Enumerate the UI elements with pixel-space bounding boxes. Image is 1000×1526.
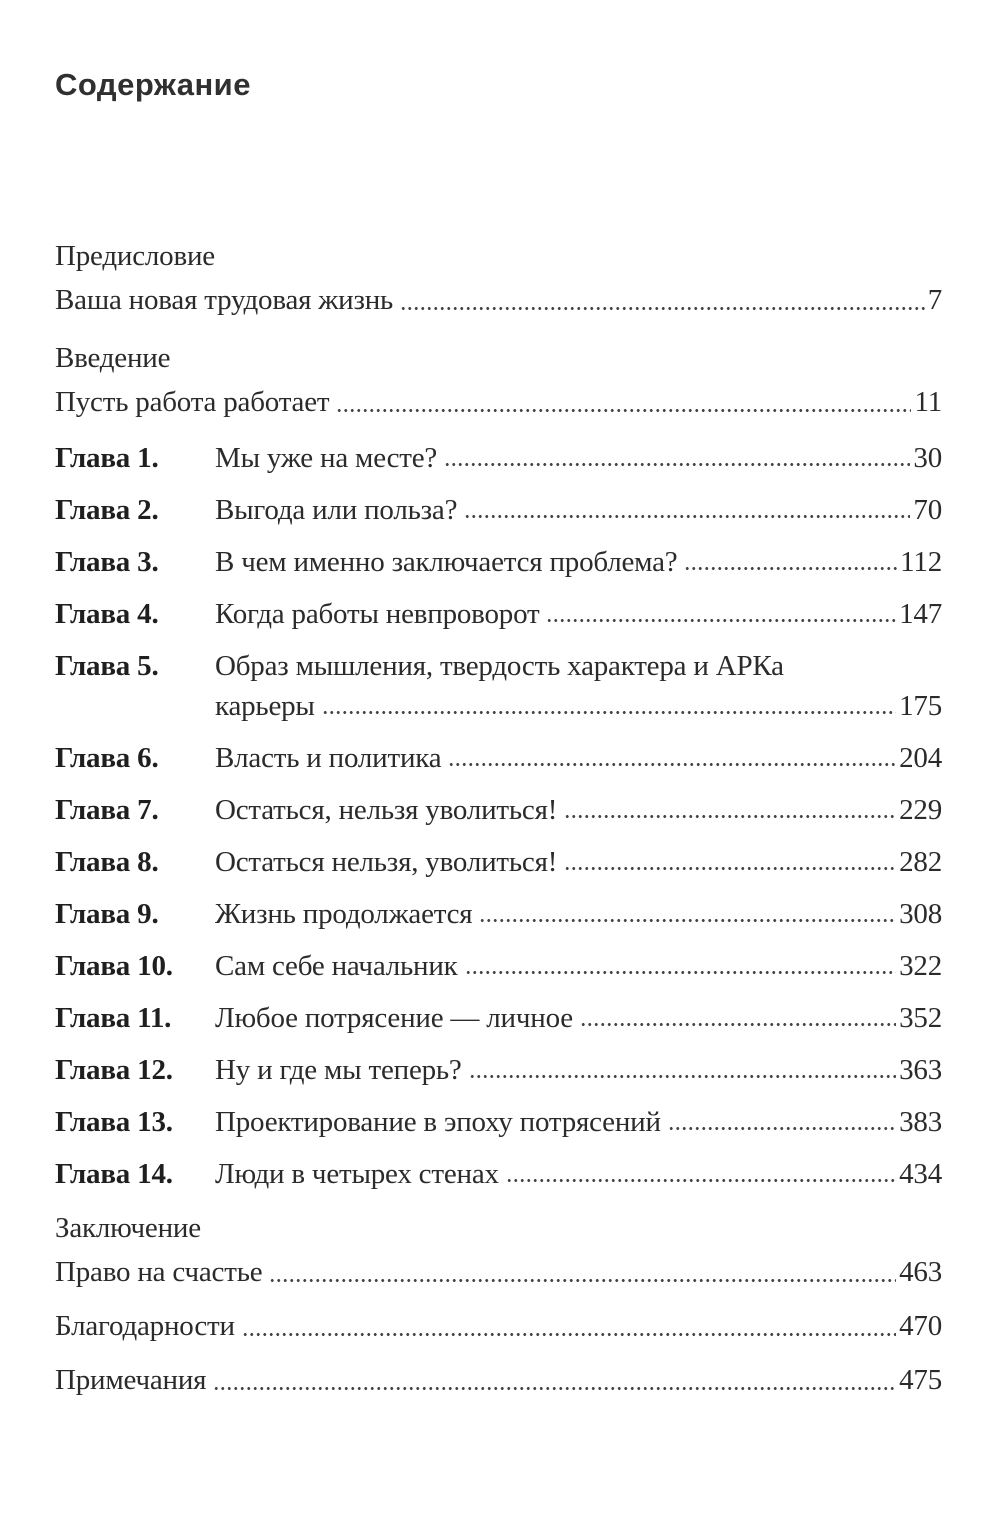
back-matter-section: [55, 1206, 942, 1402]
chapter-title: Остаться, нельзя уволиться!: [215, 794, 558, 826]
toc-entry-heading: Предисловие: [55, 240, 215, 272]
chapter-title-block: [215, 646, 942, 726]
toc-entry-title: Право на счастье: [55, 1256, 263, 1288]
chapter-title-line: [215, 594, 942, 634]
chapter-title-line: [215, 738, 942, 778]
chapter-title-block: [215, 738, 942, 778]
chapter-title: Когда работы невпроворот: [215, 598, 540, 630]
toc-entry-page-number: 470: [899, 1310, 942, 1342]
chapter-page-number: 70: [913, 494, 942, 526]
toc-entry-line: [55, 278, 942, 322]
toc-chapter-row: [55, 738, 942, 778]
toc-entry-line: [55, 380, 942, 424]
chapter-title-block: [215, 998, 942, 1038]
chapter-page-number: 434: [899, 1158, 942, 1190]
chapter-label: Глава 5.: [55, 650, 159, 682]
toc-entry: [55, 1206, 942, 1294]
chapter-page-number: 229: [899, 794, 942, 826]
dot-leader: [684, 564, 897, 573]
toc-entry-line: [55, 1304, 942, 1348]
chapter-page-number: 363: [899, 1054, 942, 1086]
toc-entry-page-number: 7: [927, 284, 942, 316]
toc-chapter-row: [55, 998, 942, 1038]
chapter-page-number: 147: [899, 598, 942, 630]
chapter-title-line1: Образ мышления, твердость характера и АРКа: [215, 650, 784, 682]
dot-leader: [400, 304, 925, 313]
toc-entry-heading: Заключение: [55, 1212, 201, 1244]
dot-leader: [564, 812, 896, 821]
dot-leader: [469, 1072, 896, 1081]
chapter-title-line: [215, 1154, 942, 1194]
page-title: Содержание: [55, 67, 251, 102]
toc-chapter-row: [55, 790, 942, 830]
chapter-page-number: 204: [899, 742, 942, 774]
toc-entry-line: [55, 1358, 942, 1402]
chapter-label: Глава 11.: [55, 1002, 172, 1034]
front-matter-section: [55, 234, 942, 424]
toc-chapter-row: [55, 594, 942, 634]
chapter-title: Ну и где мы теперь?: [215, 1054, 462, 1086]
chapter-title-block: [215, 594, 942, 634]
dot-leader: [464, 512, 910, 521]
toc-entry: [55, 234, 942, 322]
chapter-title: Люди в четырех стенах: [215, 1158, 499, 1190]
toc-chapter-row: [55, 1102, 942, 1142]
toc-chapter-row: [55, 946, 942, 986]
chapter-list-section: [55, 438, 942, 1194]
dot-leader: [269, 1276, 896, 1285]
chapter-page-number: 282: [899, 846, 942, 878]
toc-entry: [55, 1358, 942, 1402]
chapter-title-line: [215, 542, 942, 582]
chapter-title: Мы уже на месте?: [215, 442, 438, 474]
chapter-title-block: [215, 946, 942, 986]
toc-entry: [55, 1304, 942, 1348]
dot-leader: [213, 1384, 896, 1393]
chapter-title: Жизнь продолжается: [215, 898, 473, 930]
chapter-title: Любое потрясение — личное: [215, 1002, 573, 1034]
toc-chapter-row: [55, 490, 942, 530]
dot-leader: [242, 1330, 896, 1339]
chapter-title-block: [215, 438, 942, 478]
dot-leader: [580, 1020, 896, 1029]
chapter-title-line: [215, 490, 942, 530]
chapter-label: Глава 13.: [55, 1106, 173, 1138]
toc-entry-heading: Введение: [55, 342, 171, 374]
chapter-title-line: [215, 946, 942, 986]
chapter-label: Глава 8.: [55, 846, 159, 878]
chapter-title: Сам себе начальник: [215, 950, 458, 982]
dot-leader: [564, 864, 896, 873]
chapter-label: Глава 1.: [55, 442, 159, 474]
toc-chapter-row: [55, 1050, 942, 1090]
toc-chapter-row: [55, 542, 942, 582]
chapter-title-line: [215, 998, 942, 1038]
chapter-label: Глава 3.: [55, 546, 159, 578]
chapter-label: Глава 9.: [55, 898, 159, 930]
chapter-page-number: 322: [899, 950, 942, 982]
dot-leader: [336, 406, 911, 415]
dot-leader: [322, 708, 896, 717]
chapter-label: Глава 12.: [55, 1054, 173, 1086]
chapter-title-block: [215, 894, 942, 934]
chapter-page-number: 352: [899, 1002, 942, 1034]
chapter-title-block: [215, 490, 942, 530]
chapter-label: Глава 14.: [55, 1158, 173, 1190]
chapter-title-block: [215, 842, 942, 882]
chapter-page-number: 30: [913, 442, 942, 474]
toc-chapter-row: [55, 1154, 942, 1194]
toc-entry: [55, 336, 942, 424]
chapter-page-number: 175: [899, 690, 942, 722]
toc-entry-page-number: 463: [899, 1256, 942, 1288]
toc-entry-title: Примечания: [55, 1364, 207, 1396]
chapter-label: Глава 6.: [55, 742, 159, 774]
chapter-label: Глава 7.: [55, 794, 159, 826]
chapter-label: Глава 4.: [55, 598, 159, 630]
chapter-title-line: [215, 1102, 942, 1142]
chapter-page-number: 308: [899, 898, 942, 930]
chapter-title-block: [215, 542, 942, 582]
chapter-title-block: [215, 1102, 942, 1142]
chapter-title: карьеры: [215, 690, 315, 722]
toc-entry-line: [55, 1250, 942, 1294]
chapter-title-line: [215, 894, 942, 934]
chapter-title: Выгода или польза?: [215, 494, 458, 526]
chapter-page-number: 383: [899, 1106, 942, 1138]
chapter-label: Глава 10.: [55, 950, 173, 982]
chapter-title-line: [215, 842, 942, 882]
dot-leader: [479, 916, 896, 925]
dot-leader: [668, 1124, 896, 1133]
toc-entry-title: Благодарности: [55, 1310, 235, 1342]
chapter-page-number: 112: [900, 546, 942, 578]
toc-entry-page-number: 11: [914, 386, 942, 418]
toc-entry-page-number: 475: [899, 1364, 942, 1396]
chapter-title: Власть и политика: [215, 742, 442, 774]
chapter-label: Глава 2.: [55, 494, 159, 526]
chapter-title-block: [215, 1050, 942, 1090]
toc-entry-title: Пусть работа работает: [55, 386, 330, 418]
dot-leader: [506, 1176, 896, 1185]
toc-chapter-row: [55, 438, 942, 478]
chapter-title-line: [215, 438, 942, 478]
chapter-title-block: [215, 790, 942, 830]
dot-leader: [448, 760, 896, 769]
toc-chapter-row: [55, 842, 942, 882]
chapter-title: Остаться нельзя, уволиться!: [215, 846, 558, 878]
dot-leader: [465, 968, 897, 977]
chapter-title: В чем именно заключается проблема?: [215, 546, 678, 578]
toc-chapter-row: [55, 894, 942, 934]
chapter-title: Проектирование в эпоху потрясений: [215, 1106, 661, 1138]
dot-leader: [546, 616, 896, 625]
chapter-title-line: [215, 790, 942, 830]
toc-entry-title: Ваша новая трудовая жизнь: [55, 284, 394, 316]
chapter-title-line: [215, 686, 942, 726]
toc-chapter-row: [55, 646, 942, 726]
chapter-title-line: [215, 1050, 942, 1090]
chapter-title-block: [215, 1154, 942, 1194]
dot-leader: [444, 460, 910, 469]
